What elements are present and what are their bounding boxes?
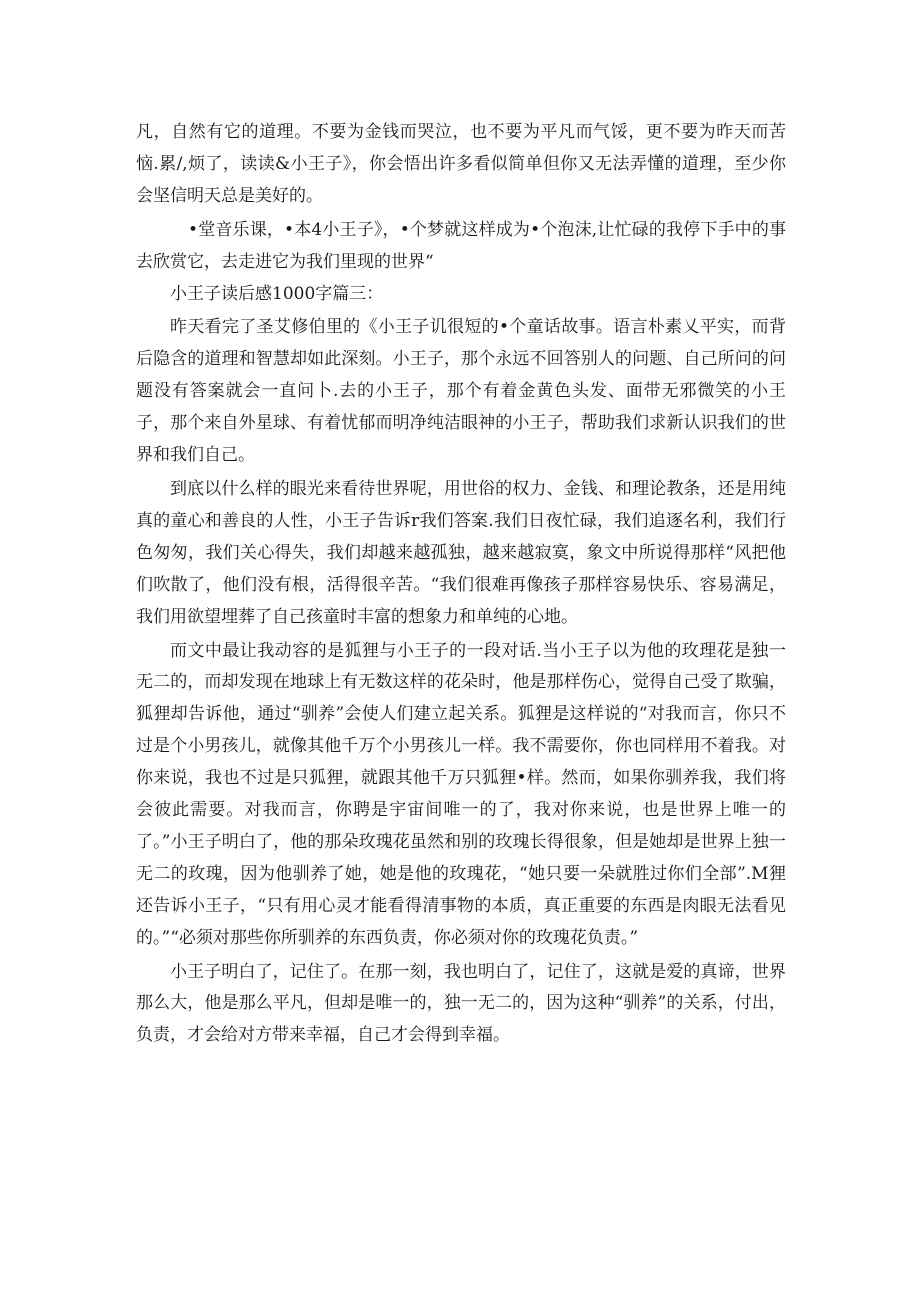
paragraph-music-class: •堂音乐课，•本4小王子》，•个梦就这样成为•个泡沫,让忙碌的我停下手中的事去欣赏它，去走进它为我们里现的世界“ <box>136 219 786 272</box>
paragraph-continuation: 凡，自然有它的道理。不要为金钱而哭泣，也不要为平凡而气馁，更不要为昨天而苦恼.累/,烦了，读读&小王子》，你会悟出许多看似简单但你又无法弄懂的道理，至少你会坚信明天总是美好的。 <box>136 122 786 206</box>
section-heading: 小王子读后感1000字篇三： <box>170 283 384 304</box>
document-body <box>136 117 786 1052</box>
paragraph-conclusion: 小王子明白了，记住了。在那一刻，我也明白了，记住了，这就是爱的真谛，世界那么大，他是那么平凡，但却是唯一的，独一无二的，因为这种“驯养”的关系，付出，负责，才会给对方带来幸福，自己才会得到幸福。 <box>136 961 786 1046</box>
paragraph-yesterday: 昨天看完了圣艾修伯里的《小王子讥很短的•个童话故事。语言朴素乂平实，而背后隐含的道理和智慧却如此深刻。小王子，那个永远不回答别人的问题、自己所问的问题没有答案就会一直问卜.去的小王子，那个有着金黄色头发、面带无邪微笑的小王子，那个来自外星球、有着忧郁而明净纯洁眼神的小王子，帮助我们求新认识我们的世界和我们自己。 <box>136 317 786 466</box>
paragraph-how-to-view-world: 到底以什么样的眼光来看待世界呢，用世俗的权力、金钱、和理论教条，还是用纯真的童心和善良的人性，小王子告诉r我们答案.我们日夜忙碌，我们追逐名利，我们行色匆匆，我们关心得失，我们却越来越孤独，越来越寂寞，象文中所说得那样“风把他们吹散了，他们没有根，活得很辛苦。“我们很难再像孩子那样容易快乐、容易满足，我们用欲望埋葬了自己孩童时丰富的想象力和单纯的心地。 <box>136 478 786 627</box>
paragraph-fox-dialogue: 而文中最让我动容的是狐狸与小王子的一段对话.当小王子以为他的玫理花是独一无二的，而却发现在地球上有无数这样的花朵时，他是那样伤心，觉得自己受了欺骗，狐狸却告诉他，通过“驯养”会使人们建立起关系。狐狸是这样说的“对我而言，你只不过是个小男孩儿，就像其他千万个小男孩儿一样。我不需要你，你也同样用不着我。对你来说，我也不过是只狐狸，就跟其他千万只狐狸•样。然而，如果你驯养我，我们将会彼此需要。对我而言，你聘是宇宙间唯一的了，我对你来说，也是世界上唯一的了。”小王子明白了，他的那朵玫瑰花虽然和别的玫瑰长得很象，但是她却是世界上独一无二的玫瑰，因为他驯养了她，她是他的玫瑰花，“她只要一朵就胜过你们全部”.M狸还告诉小王子，“只有用心灵才能看得清事物的本质，真正重要的东西是肉眼无法看见的。”“必须对那些你所驯养的东西负责，你必须对你的玫瑰花负责。” <box>136 640 786 948</box>
